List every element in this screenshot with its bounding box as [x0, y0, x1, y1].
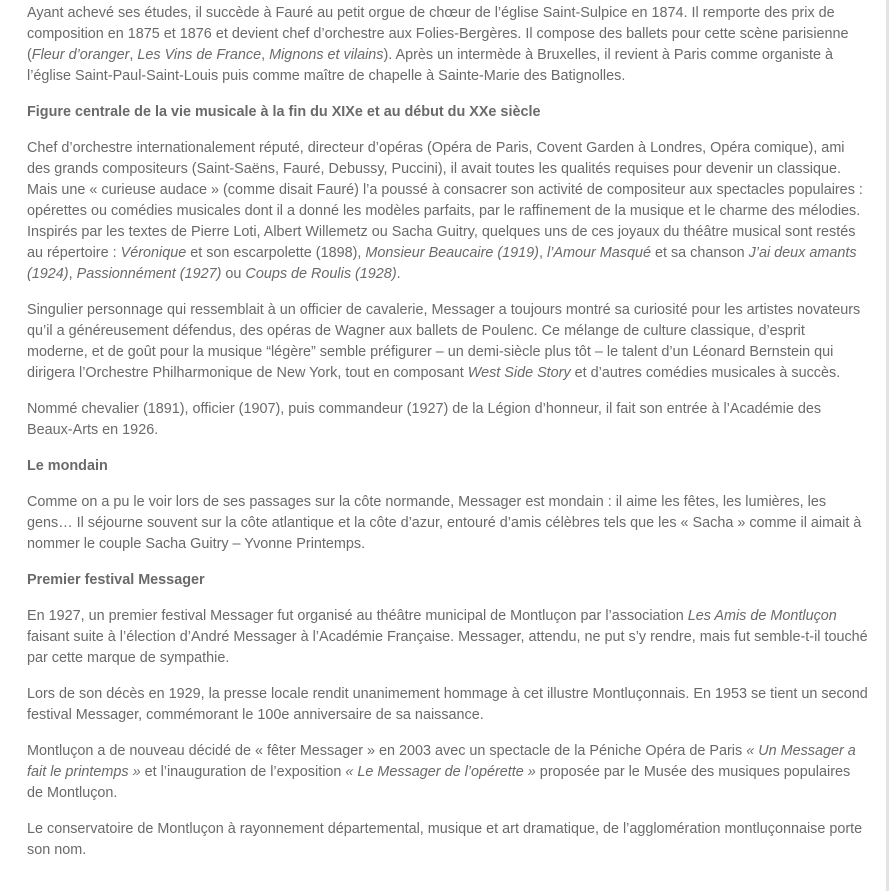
text-segment: Singulier personnage qui ressemblait à un officier de cavalerie, Messager a toujours montré sa curiosité pour les artistes novateurs qu’il a généreusement défendus, des opéras de Wagner aux ballets de Poulenc. Ce mélange de culture classique, d’esprit moderne, et de goût pour la musique “légère” semble préfigurer – un demi-siècle plus tôt – le talent d’un Léonard Bernstein qui dirigera l’Orchestre Philharmonique de New York, tout en composant	[27, 302, 861, 381]
text-segment: Figure centrale de la vie musicale à la fin du XIXe et au début du XXe siècle	[27, 104, 541, 120]
section-heading	[27, 570, 869, 591]
italic-title: Les Amis de Montluçon	[687, 608, 837, 624]
text-segment: Nommé chevalier (1891), officier (1907), puis commandeur (1927) de la Légion d’honneur, il fait son entrée à l’Académie des Beaux-Arts en 1926.	[27, 401, 822, 438]
body-paragraph	[27, 492, 869, 555]
section-heading	[27, 102, 869, 123]
text-segment: .	[396, 266, 401, 282]
text-segment: ,	[261, 47, 270, 63]
section-heading	[27, 456, 869, 477]
body-paragraph	[27, 819, 869, 861]
body-paragraph	[27, 741, 869, 804]
text-segment: et d’autres comédies musicales à succès.	[570, 365, 841, 381]
body-paragraph	[27, 300, 869, 384]
text-segment: ou	[221, 266, 246, 282]
text-segment: ,	[129, 47, 138, 63]
text-segment: Montluçon a de nouveau décidé de « fêter Messager » en 2003 avec un spectacle de la Péniche Opéra de Paris	[27, 743, 747, 759]
italic-title: Les Vins de France	[137, 47, 262, 63]
text-segment: En 1927, un premier festival Messager fut organisé au théâtre municipal de Montluçon par l’association	[27, 608, 688, 624]
text-segment: Le mondain	[27, 458, 108, 474]
text-segment: Comme on a pu le voir lors de ses passages sur la côte normande, Messager est mondain : il aime les fêtes, les lumières, les gens… Il séjourne souvent sur la côte atlantique et la côte d’azur, entouré d’amis célèbres tels que les « Sacha » comme il aimait à nommer le couple Sacha Guitry – Yvonne Printemps.	[27, 494, 862, 552]
text-segment: Lors de son décès en 1929, la presse locale rendit unanimement hommage à cet illustre Montluçonnais. En 1953 se tient un second festival Messager, commémorant le 100e anniversaire de sa naissance.	[27, 686, 868, 723]
text-segment: Ayant achevé ses études, il succède à Fauré au petit orgue de chœur de l’église Saint-Sulpice en 1874. Il remporte des prix de composition en 1875 et 1876 et devient chef d’orchestre aux Folies-Bergères. Il compose des ballets pour cette scène parisienne (	[27, 5, 849, 63]
italic-title: Véronique	[120, 245, 187, 261]
text-segment: ,	[538, 245, 547, 261]
italic-title: Coups de Roulis (1928)	[245, 266, 397, 282]
text-segment: ). Après un intermède à Bruxelles, il revient à Paris comme organiste à l’église Saint-Paul-Saint-Louis puis comme maître de chapelle à Sainte-Marie des Batignolles.	[27, 47, 834, 84]
italic-title: « Le Messager de l’opérette »	[345, 764, 536, 780]
italic-title: West Side Story	[467, 365, 571, 381]
italic-title: Monsieur Beaucaire (1919)	[365, 245, 539, 261]
italic-title: « Un Messager a fait le printemps »	[27, 743, 856, 780]
body-paragraph	[27, 399, 869, 441]
body-paragraph	[27, 684, 869, 726]
text-segment: Le conservatoire de Montluçon à rayonnement départemental, musique et art dramatique, de l’agglomération montluçonnaise porte son nom.	[27, 821, 863, 858]
body-paragraph	[27, 3, 869, 87]
italic-title: J’ai deux amants (1924)	[27, 245, 857, 282]
text-segment: faisant suite à l’élection d’André Messager à l’Académie Française. Messager, attendu, ne put s’y rendre, mais fut semble-t-il touché par cette marque de sympathie.	[27, 629, 868, 666]
text-segment: Chef d’orchestre internationalement réputé, directeur d’opéras (Opéra de Paris, Covent Garden à Londres, Opéra comique), ami des grands compositeurs (Saint-Saëns, Fauré, Debussy, Puccini), il avait toutes les qualités requises pour devenir un classique. Mais une « curieuse audace » (comme disait Fauré) l’a poussé à consacrer son activité de compositeur aux spectacles populaires : opérettes ou comédies musicales dont il a donné les modèles parfaits, par le raffinement de la musique et le charme des mélodies. Inspirés par les textes de Pierre Loti, Albert Willemetz ou Sacha Guitry, quelques uns de ces joyaux du théâtre musical sont restés au répertoire :	[27, 140, 863, 261]
text-segment: proposée par le Musée des musiques populaires de Montluçon.	[27, 764, 851, 801]
italic-title: l’Amour Masqué	[546, 245, 651, 261]
article-content	[27, 3, 869, 876]
italic-title: Fleur d’oranger	[31, 47, 130, 63]
text-segment: et l’inauguration de l’exposition	[140, 764, 346, 780]
italic-title: Mignons et vilains	[269, 47, 384, 63]
body-paragraph	[27, 138, 869, 285]
text-segment: et son escarpolette (1898),	[186, 245, 366, 261]
text-segment: ,	[68, 266, 77, 282]
body-paragraph	[27, 606, 869, 669]
text-segment: et sa chanson	[650, 245, 749, 261]
text-segment: Premier festival Messager	[27, 572, 205, 588]
italic-title: Passionnément (1927)	[76, 266, 222, 282]
